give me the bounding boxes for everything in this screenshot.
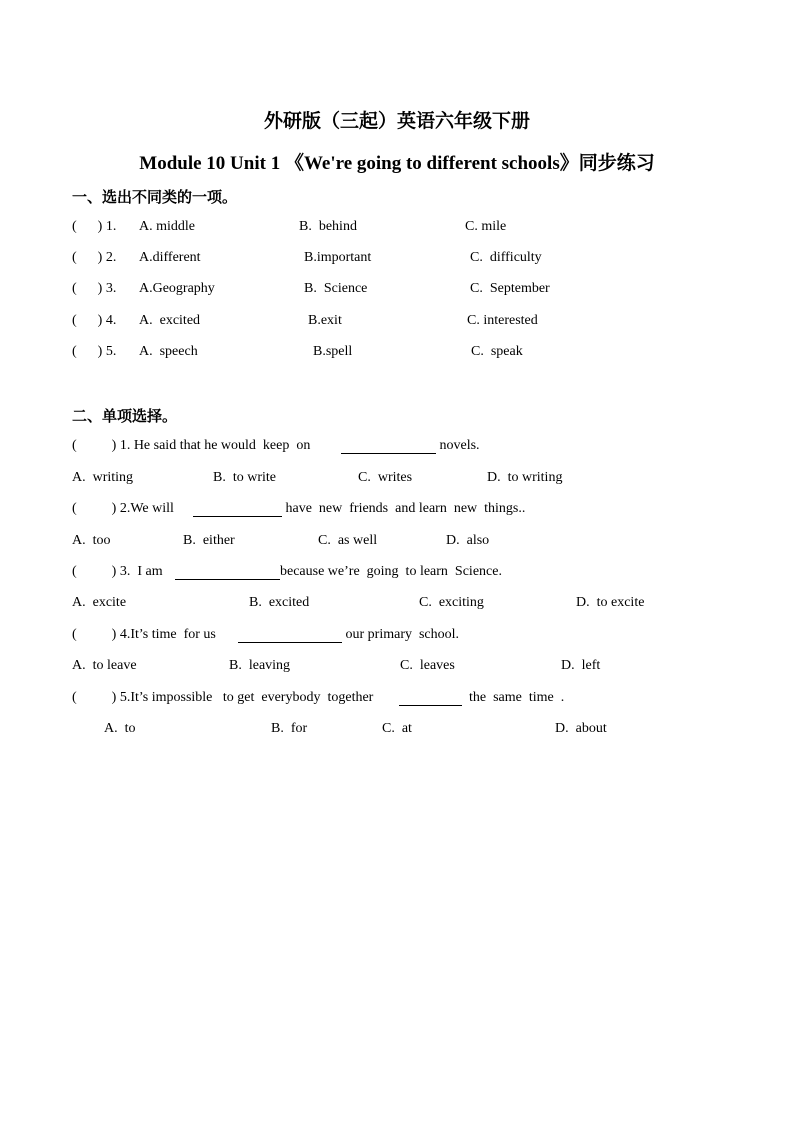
answer-blank <box>238 642 342 643</box>
option-a: A. speech <box>139 344 198 359</box>
stem-text: ( ) 1. He said that he would keep on <box>72 438 314 453</box>
options-row <box>72 470 752 490</box>
stem-text: ( ) 4.It’s time for us <box>72 627 220 642</box>
option-a: A. writing <box>72 470 134 485</box>
option-b: B. to write <box>213 470 276 485</box>
option-a: A. to leave <box>72 658 137 673</box>
stem-text: because we’re going to learn Science. <box>280 564 502 579</box>
document-title-english: Module 10 Unit 1 《We're going to different schools》同步练习 <box>139 153 655 174</box>
option-d: D. about <box>555 721 607 736</box>
option-b: B. either <box>183 533 235 548</box>
option-c: C. September <box>470 281 550 296</box>
question-row <box>72 313 752 333</box>
option-a: A.different <box>139 250 201 265</box>
option-d: D. to writing <box>487 470 563 485</box>
answer-blank <box>175 579 280 580</box>
option-c: C. exciting <box>419 595 484 610</box>
question-row <box>72 219 752 239</box>
stem-text: the same time . <box>462 690 565 705</box>
option-c: C. interested <box>467 313 538 328</box>
option-c: C. writes <box>358 470 413 485</box>
option-b: B. behind <box>299 219 357 234</box>
option-d: D. to excite <box>576 595 645 610</box>
option-c: C. at <box>382 721 412 736</box>
option-c: C. as well <box>318 533 378 548</box>
stem-text: ( ) 3. I am <box>72 564 167 579</box>
option-c: C. mile <box>465 219 507 234</box>
stem-text: our primary school. <box>342 627 460 642</box>
question-stem <box>72 564 752 584</box>
options-row <box>72 595 752 615</box>
option-b: B.important <box>304 250 372 265</box>
options-row <box>72 533 752 553</box>
option-a: A. excite <box>72 595 127 610</box>
question-row <box>72 344 752 364</box>
option-c: C. speak <box>471 344 523 359</box>
option-a: A.Geography <box>139 281 215 296</box>
option-a: A. too <box>72 533 111 548</box>
stem-text: ( ) 5.It’s impossible to get everybody together <box>72 690 374 705</box>
question-stem <box>72 690 752 710</box>
section-heading-multiple-choice: 二、单项选择。 <box>72 409 178 425</box>
question-stem <box>72 501 752 521</box>
answer-blank <box>193 516 282 517</box>
stem-text: ( ) 2.We will <box>72 501 181 516</box>
question-stem <box>72 438 752 458</box>
option-d: D. left <box>561 658 601 673</box>
answer-paren: ( ) 2. <box>72 250 117 265</box>
section-heading-odd-one-out: 一、选出不同类的一项。 <box>72 190 238 206</box>
answer-paren: ( ) 3. <box>72 281 117 296</box>
answer-blank <box>341 453 436 454</box>
question-row <box>72 250 752 270</box>
option-b: B.spell <box>313 344 353 359</box>
answer-paren: ( ) 1. <box>72 219 117 234</box>
question-row <box>72 281 752 301</box>
answer-paren: ( ) 4. <box>72 313 117 328</box>
option-c: C. difficulty <box>470 250 542 265</box>
option-a: A. middle <box>139 219 195 234</box>
option-a: A. to <box>104 721 136 736</box>
options-row <box>72 721 752 741</box>
stem-text: have new friends and learn new things.. <box>282 501 526 516</box>
document-title-chinese: 外研版（三起）英语六年级下册 <box>263 111 530 132</box>
answer-blank <box>399 705 462 706</box>
options-row <box>72 658 752 678</box>
option-a: A. excited <box>139 313 201 328</box>
option-b: B. for <box>271 721 308 736</box>
answer-paren: ( ) 5. <box>72 344 117 359</box>
option-d: D. also <box>446 533 490 548</box>
option-b: B. Science <box>304 281 368 296</box>
option-b: B. leaving <box>229 658 291 673</box>
option-c: C. leaves <box>400 658 455 673</box>
option-b: B. excited <box>249 595 310 610</box>
stem-text: novels. <box>436 438 480 453</box>
option-b: B.exit <box>308 313 342 328</box>
question-stem <box>72 627 752 647</box>
